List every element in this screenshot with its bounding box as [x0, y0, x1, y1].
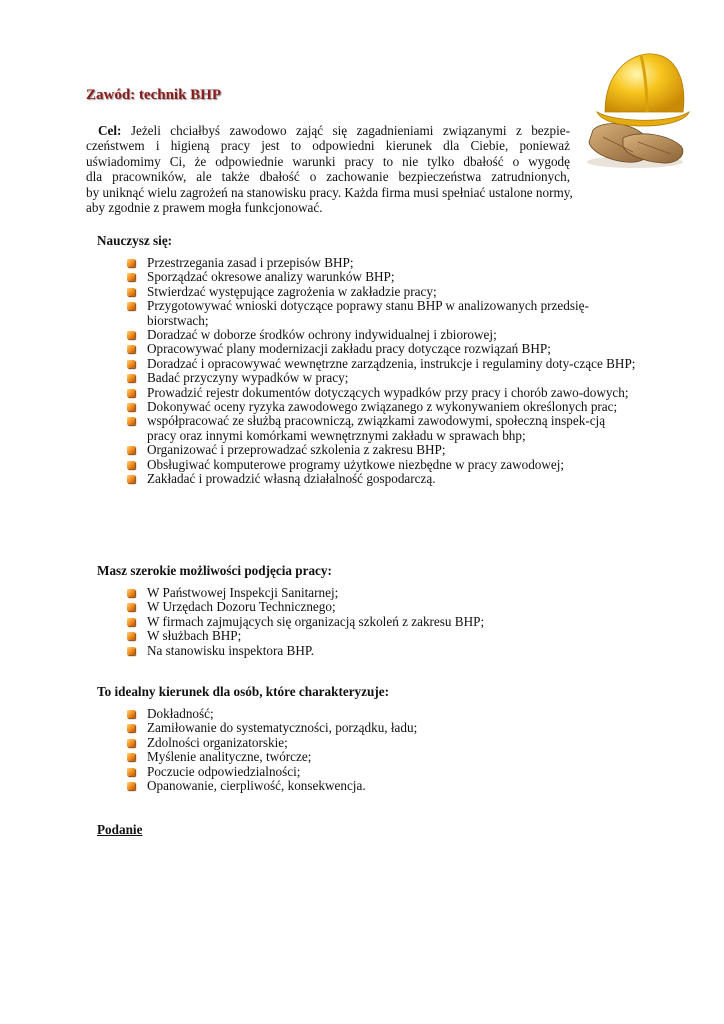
list-item — [125, 750, 637, 764]
list-item-text: Doradzać w doborze środków ochrony indywidualnej i zbiorowej; — [147, 327, 497, 343]
list-item — [125, 400, 637, 414]
list-item — [125, 721, 637, 735]
list-item — [125, 600, 637, 614]
list-item — [125, 328, 637, 342]
list-item-text: Przygotowywać wnioski dotyczące poprawy stanu BHP w analizowanych przedsię-biorstwach; — [147, 298, 589, 328]
list-item — [125, 386, 637, 400]
list-item-text: Prowadzić rejestr dokumentów dotyczących wypadków przy pracy i chorób zawo-dowych; — [147, 384, 629, 400]
list-item — [125, 472, 637, 486]
orange-square-bullet-icon — [127, 475, 135, 483]
podanie-link[interactable]: Podanie — [97, 822, 143, 837]
list-item-text: W służbach BHP; — [147, 628, 242, 644]
list-item — [125, 414, 637, 443]
orange-square-bullet-icon — [127, 710, 135, 718]
intro-paragraph — [86, 123, 640, 215]
intro-text: Jeżeli chciałbyś zawodowo zająć się zagadnieniami związanymi z bezpie- — [130, 123, 570, 138]
orange-square-bullet-icon — [127, 724, 135, 732]
orange-square-bullet-icon — [127, 360, 135, 368]
orange-square-bullet-icon — [127, 389, 135, 397]
list-item — [125, 615, 637, 629]
list-item — [125, 458, 637, 472]
list-item-text: Stwierdzać występujące zagrożenia w zakładzie pracy; — [147, 283, 437, 299]
list-item-text: Sporządzać okresowe analizy warunków BHP; — [147, 269, 395, 285]
orange-square-bullet-icon — [127, 302, 135, 310]
list-item-text: Obsługiwać komputerowe programy użytkowe niezbędne w pracy zawodowej; — [147, 456, 565, 472]
section-traits — [97, 684, 637, 793]
list-item-text: Przestrzegania zasad i przepisów BHP; — [147, 255, 354, 270]
intro-line — [86, 123, 570, 138]
orange-square-bullet-icon — [127, 782, 135, 790]
section-heading: Masz szerokie możliwości podjęcia pracy: — [97, 563, 332, 578]
list-item-text: Organizować i przeprowadzać szkolenia z zakresu BHP; — [147, 442, 446, 458]
orange-square-bullet-icon — [127, 739, 135, 747]
orange-square-bullet-icon — [127, 632, 135, 640]
section-learn — [97, 233, 637, 487]
list-item-text: współpracować ze służbą pracowniczą, związkami zawodowymi, społeczną inspek-cją pracy oraz innymi komórkami wewnętrznymi zakładu w sprawach bhp; — [147, 413, 606, 443]
list-item-text: Opanowanie, cierpliwość, konsekwencja. — [147, 778, 366, 794]
intro-label: Cel: — [98, 123, 122, 138]
section-job-opportunities — [97, 563, 637, 658]
orange-square-bullet-icon — [127, 403, 135, 411]
list-item — [125, 779, 637, 793]
list-item — [125, 644, 637, 658]
intro-line: by uniknąć wielu zagrożeń na stanowisku pracy. Każda firma musi spełniać ustalone normy, — [86, 184, 573, 200]
list-item-text: Opracowywać plany modernizacji zakładu pracy dotyczące rozwiązań BHP; — [147, 341, 551, 357]
list-item — [125, 443, 637, 457]
intro-line: aby zgodnie z prawem mogła funkcjonować. — [86, 200, 323, 216]
list-item-text: Zamiłowanie do systematyczności, porządku, ładu; — [147, 720, 418, 736]
list-item-text: Dokonywać oceny ryzyka zawodowego związanego z wykonywaniem określonych prac; — [147, 399, 618, 415]
page-title: Zawód: technik BHP — [86, 87, 222, 103]
orange-square-bullet-icon — [127, 647, 135, 655]
orange-square-bullet-icon — [127, 417, 135, 425]
bullet-list — [125, 707, 637, 793]
list-item — [125, 285, 637, 299]
list-item — [125, 357, 637, 371]
list-item — [125, 707, 637, 721]
intro-line: uświadomimy Ci, że odpowiednie warunki pracy to nie tylko dbałość o wygodę — [86, 153, 570, 169]
intro-line: czeństwem i higieną pracy jest to odpowiedni kierunek dla Ciebie, ponieważ — [86, 138, 570, 154]
intro-line: dla pracowników, ale także dbałość o zachowanie bezpieczeństwa zatrudnionych, — [86, 169, 570, 185]
orange-square-bullet-icon — [127, 259, 135, 267]
list-item — [125, 342, 637, 356]
list-item — [125, 629, 637, 643]
list-item — [125, 765, 637, 779]
orange-square-bullet-icon — [127, 345, 135, 353]
list-item-text: Myślenie analityczne, twórcze; — [147, 749, 312, 765]
orange-square-bullet-icon — [127, 446, 135, 454]
list-item-text: W Państwowej Inspekcji Sanitarnej; — [147, 585, 339, 600]
list-item-text: Badać przyczyny wypadków w pracy; — [147, 370, 349, 386]
orange-square-bullet-icon — [127, 603, 135, 611]
list-item-text: Zakładać i prowadzić własną działalność gospodarczą. — [147, 471, 436, 487]
orange-square-bullet-icon — [127, 461, 135, 469]
list-item-text: Zdolności organizatorskie; — [147, 734, 288, 750]
list-item-text: W firmach zajmujących się organizacją szkoleń z zakresu BHP; — [147, 613, 485, 629]
list-item-text: Poczucie odpowiedzialności; — [147, 763, 301, 779]
list-item — [125, 299, 637, 328]
orange-square-bullet-icon — [127, 273, 135, 281]
orange-square-bullet-icon — [127, 618, 135, 626]
bullet-list — [125, 586, 637, 658]
orange-square-bullet-icon — [127, 331, 135, 339]
list-item — [125, 586, 637, 600]
list-item-text: Dokładność; — [147, 706, 214, 721]
list-item — [125, 270, 637, 284]
section-heading: To idealny kierunek dla osób, które charakteryzuje: — [97, 684, 389, 699]
orange-square-bullet-icon — [127, 589, 135, 597]
list-item — [125, 371, 637, 385]
list-item-text: Doradzać i opracowywać wewnętrzne zarządzenia, instrukcje i regulaminy doty-czące BHP; — [147, 355, 636, 371]
list-item-text: W Urzędach Dozoru Technicznego; — [147, 599, 336, 615]
bullet-list — [125, 256, 637, 487]
orange-square-bullet-icon — [127, 288, 135, 296]
orange-square-bullet-icon — [127, 768, 135, 776]
list-item-text: Na stanowisku inspektora BHP. — [147, 642, 315, 658]
orange-square-bullet-icon — [127, 374, 135, 382]
list-item — [125, 736, 637, 750]
orange-square-bullet-icon — [127, 753, 135, 761]
section-heading: Nauczysz się: — [97, 233, 173, 248]
list-item — [125, 256, 637, 270]
